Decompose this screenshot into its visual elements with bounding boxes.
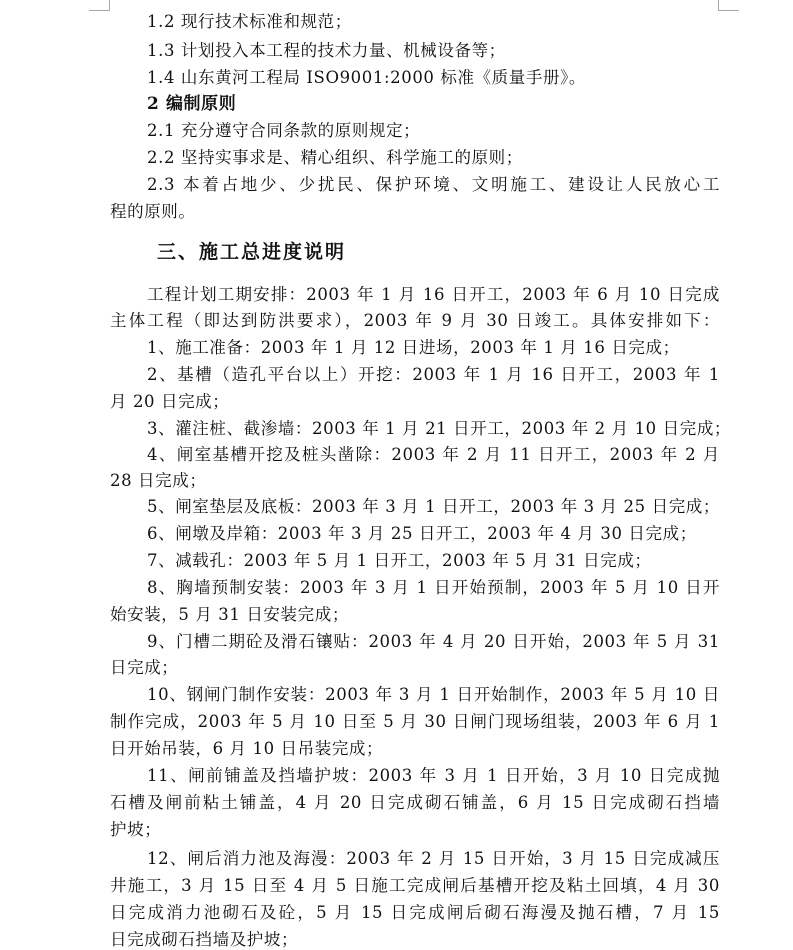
- text-line: 工程计划工期安排：2003 年 1 月 16 日开工，2003 年 6 月 10 日完成: [147, 285, 720, 304]
- text-line: 3、灌注桩、截渗墙：2003 年 1 月 21 日开工，2003 年 2 月 10 日完成；: [147, 419, 732, 438]
- text-line: 1.2 现行技术标准和规范；: [147, 12, 352, 31]
- text-line: 井施工，3 月 15 日至 4 月 5 日施工完成闸后基槽开挖及粘土回填，4 月 30: [110, 876, 720, 895]
- text-line: 护坡；: [110, 820, 162, 839]
- text-line: 12、闸后消力池及海漫：2003 年 2 月 15 日开始，3 月 15 日完成减压: [147, 849, 720, 868]
- text-line: 9、门槽二期砼及滑石镶贴：2003 年 4 月 20 日开始，2003 年 5 月 31: [147, 632, 720, 651]
- text-line: 28 日完成；: [110, 471, 207, 490]
- text-line: 6、闸墩及岸箱：2003 年 3 月 25 日开工，2003 年 4 月 30 日完成；: [147, 524, 697, 543]
- text-line: 2.1 充分遵守合同条款的原则规定；: [147, 121, 421, 140]
- text-line: 月 20 日完成；: [110, 392, 230, 411]
- text-line: 日完成消力池砌石及砼，5 月 15 日完成闸后砌石海漫及抛石槽，7 月 15: [110, 903, 720, 922]
- text-line: 2、基槽（造孔平台以上）开挖：2003 年 1 月 16 日开工，2003 年 1: [147, 365, 720, 384]
- text-line: 8、胸墙预制安装：2003 年 3 月 1 日开始预制，2003 年 5 月 10 日开: [147, 578, 720, 597]
- text-line: 7、减载孔：2003 年 5 月 1 日开工，2003 年 5 月 31 日完成；: [147, 551, 652, 570]
- text-line: 2.3 本着占地少、少扰民、保护环境、文明施工、建设让人民放心工: [147, 175, 720, 194]
- text-line: 石槽及闸前粘土铺盖，4 月 20 日完成砌石铺盖，6 月 15 日完成砌石挡墙: [110, 793, 720, 812]
- text-line: 日完成砌石挡墙及护坡；: [110, 930, 299, 949]
- margin-corner-mark-left: [89, 0, 110, 11]
- text-line: 1、施工准备：2003 年 1 月 12 日进场，2003 年 1 月 16 日完成；: [147, 338, 680, 357]
- text-line: 日开始吊装，6 月 10 日吊装完成；: [110, 739, 384, 758]
- section-heading: 2 编制原则: [147, 94, 237, 114]
- text-line: 5、闸室垫层及底板：2003 年 3 月 1 日开工，2003 年 3 月 25 日完成；: [147, 497, 720, 516]
- text-line: 主体工程（即达到防洪要求），2003 年 9 月 30 日竣工。具体安排如下：: [110, 311, 720, 330]
- text-line: 11、闸前铺盖及挡墙护坡：2003 年 3 月 1 日开始，3 月 10 日完成抛: [147, 766, 720, 785]
- text-line: 程的原则。: [110, 202, 196, 221]
- margin-corner-mark-right: [718, 0, 739, 11]
- chapter-heading: 三、施工总进度说明: [157, 241, 347, 263]
- text-line: 日完成；: [110, 658, 179, 677]
- text-line: 2.2 坚持实事求是、精心组织、科学施工的原则；: [147, 148, 523, 167]
- text-line: 1.3 计划投入本工程的技术力量、机械设备等；: [147, 41, 506, 60]
- text-line: 1.4 山东黄河工程局 ISO9001:2000 标准《质量手册》。: [147, 68, 587, 87]
- text-line: 10、钢闸门制作安装：2003 年 3 月 1 日开始制作，2003 年 5 月 10 日: [147, 685, 720, 704]
- text-line: 始安装，5 月 31 日安装完成；: [110, 605, 349, 624]
- text-line: 4、闸室基槽开挖及桩头凿除：2003 年 2 月 11 日开工，2003 年 2 月: [147, 445, 720, 464]
- text-line: 制作完成，2003 年 5 月 10 日至 5 月 30 日闸门现场组装，2003 年 6 月 1: [110, 712, 720, 731]
